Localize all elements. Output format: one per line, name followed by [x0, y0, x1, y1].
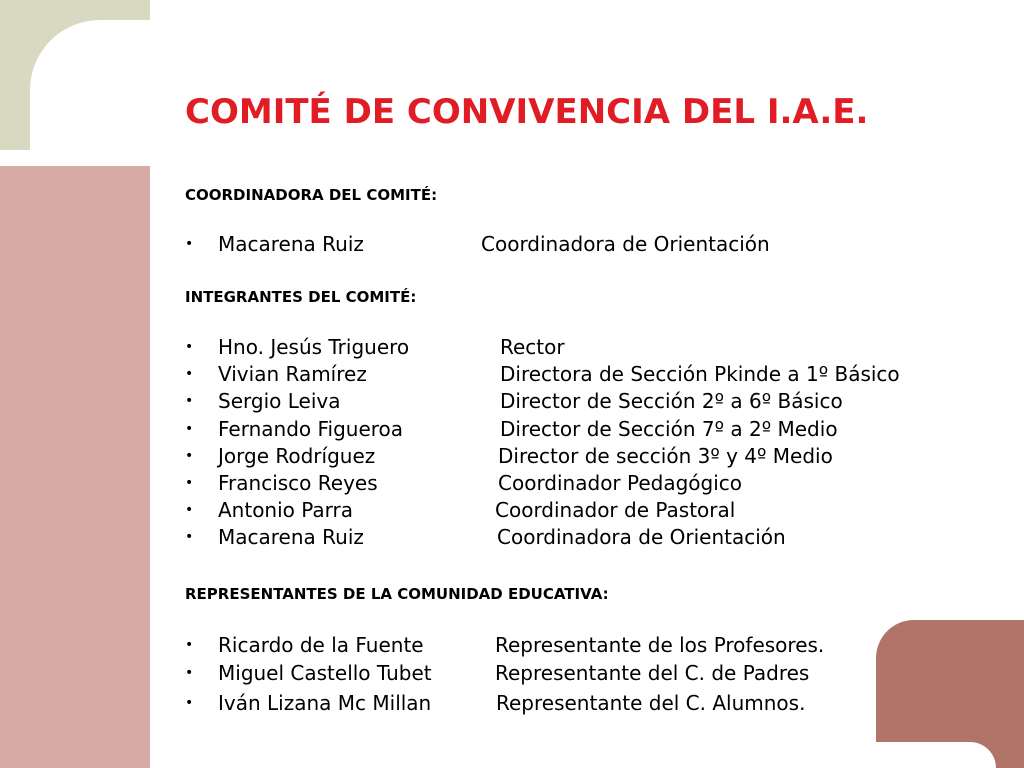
section-heading-integrantes: INTEGRANTES DEL COMITÉ: — [185, 288, 417, 306]
list-item — [185, 524, 985, 550]
bullet-icon: • — [185, 529, 194, 545]
list-item — [185, 231, 985, 257]
list-item — [185, 388, 985, 414]
bullet-icon: • — [185, 475, 194, 491]
member-role: Rector — [500, 335, 565, 359]
member-name: Fernando Figueroa — [218, 417, 404, 441]
list-item — [185, 497, 985, 523]
member-name: Vivian Ramírez — [218, 362, 367, 386]
member-role: Directora de Sección Pkinde a 1º Básico — [500, 362, 900, 386]
member-name: Francisco Reyes — [218, 471, 378, 495]
section-heading-coordinadora: COORDINADORA DEL COMITÉ: — [185, 186, 438, 204]
member-name: Sergio Leiva — [218, 389, 341, 413]
member-role: Director de Sección 7º a 2º Medio — [500, 417, 838, 441]
list-item — [185, 361, 985, 387]
member-role: Coordinador de Pastoral — [495, 498, 736, 522]
member-name: Macarena Ruiz — [218, 525, 364, 549]
member-name: Miguel Castello Tubet — [218, 661, 432, 685]
bullet-icon: • — [185, 637, 194, 653]
member-role: Coordinadora de Orientación — [497, 525, 786, 549]
list-item — [185, 632, 985, 658]
member-role: Director de Sección 2º a 6º Básico — [500, 389, 843, 413]
member-role: Coordinadora de Orientación — [481, 232, 770, 256]
bullet-icon: • — [185, 695, 194, 711]
bullet-icon: • — [185, 448, 194, 464]
list-item — [185, 334, 985, 360]
bullet-icon: • — [185, 236, 194, 252]
section-heading-representantes: REPRESENTANTES DE LA COMUNIDAD EDUCATIVA: — [185, 585, 609, 603]
bullet-icon: • — [185, 366, 194, 382]
member-role: Coordinador Pedagógico — [498, 471, 743, 495]
list-item — [185, 690, 985, 716]
bullet-icon: • — [185, 339, 194, 355]
member-name: Ricardo de la Fuente — [218, 633, 424, 657]
member-role: Director de sección 3º y 4º Medio — [498, 444, 833, 468]
list-item — [185, 443, 985, 469]
slide-title: COMITÉ DE CONVIVENCIA DEL I.A.E. — [185, 92, 869, 132]
list-item — [185, 470, 985, 496]
member-role: Representante de los Profesores. — [495, 633, 825, 657]
member-name: Antonio Parra — [218, 498, 354, 522]
bullet-icon: • — [185, 421, 194, 437]
member-name: Hno. Jesús Triguero — [218, 335, 410, 359]
member-name: Macarena Ruiz — [218, 232, 364, 256]
list-item — [185, 416, 985, 442]
bullet-icon: • — [185, 393, 194, 409]
member-role: Representante del C. Alumnos. — [496, 691, 806, 715]
member-name: Jorge Rodríguez — [218, 444, 376, 468]
bullet-icon: • — [185, 502, 194, 518]
bullet-icon: • — [185, 665, 194, 681]
member-name: Iván Lizana Mc Millan — [218, 691, 432, 715]
list-item — [185, 660, 985, 686]
member-role: Representante del C. de Padres — [495, 661, 810, 685]
